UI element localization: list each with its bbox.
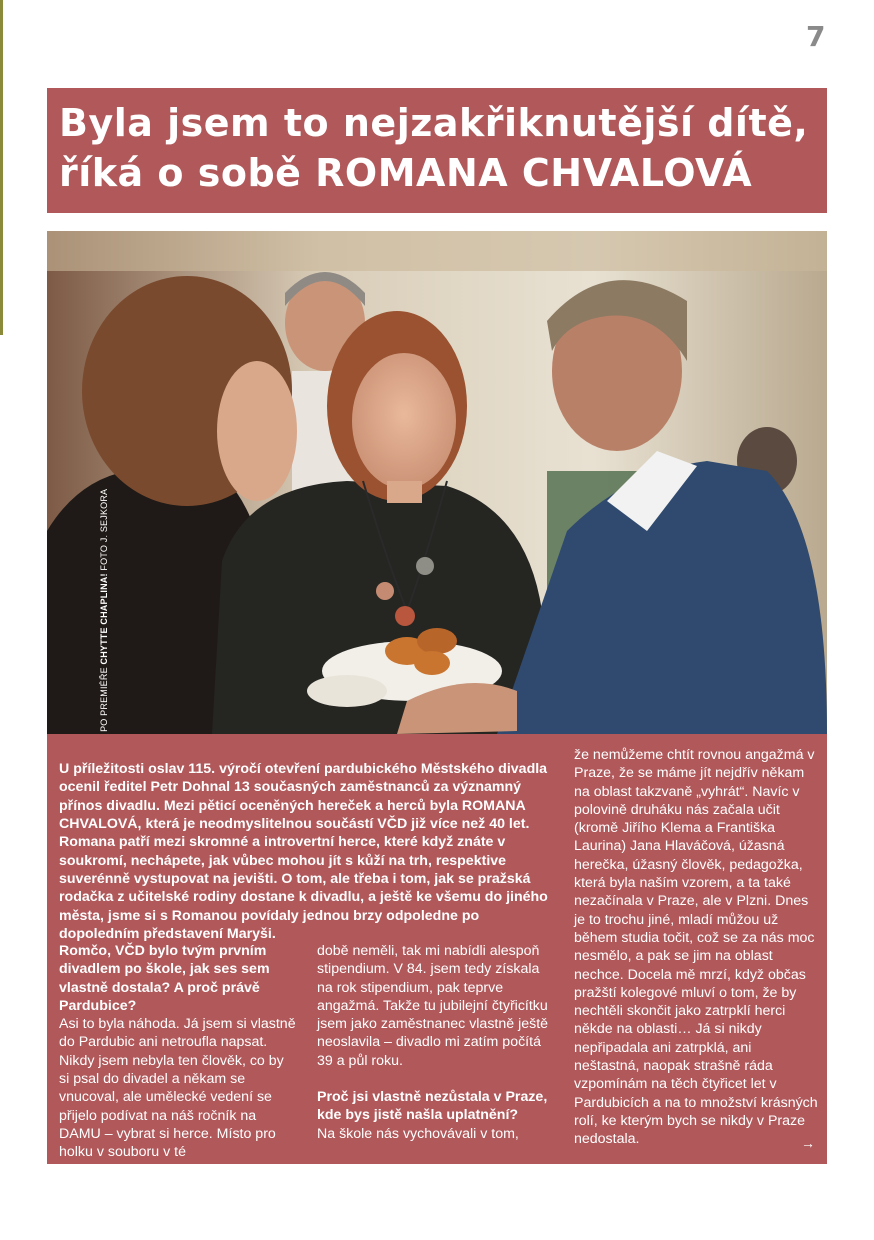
- question-1: Romčo, VČD bylo tvým prvním divadlem po škole, jak ses sem vlastně dostala? A proč právě Pardubice?: [59, 943, 270, 1014]
- answer-2: Na škole nás vychovávali v tom,: [317, 1125, 519, 1142]
- answer-1-continued: době neměli, tak mi nabídli alespoň stipendium. V 84. jsem tedy získala na rok stipendium, pak teprve angažmá. Takže tu jubilejní čtyřicítku jsem jako zaměstnanec vlastně ještě neoslavila – divadlo mi zatím počítá 39 a půl roku.: [317, 943, 549, 1069]
- answer-1: Asi to byla náhoda. Já jsem si vlastně do Pardubic ani netroufla napsat. Nikdy jsem nebyla ten člověk, co by si psal do divadel a někam se vnucoval, ale umělecké vedení se přijelo podívat na náš ročník na DAMU – vybrat si herce. Místo pro holku v souboru v té: [59, 1016, 296, 1161]
- page-edge-strip: [0, 0, 3, 335]
- column-1: [59, 942, 297, 1162]
- headline-line-1: Byla jsem to nejzakřiknutější dítě,: [59, 101, 809, 145]
- page-number: 7: [806, 20, 826, 53]
- photo-photographer: FOTO J. SEJKORA: [99, 488, 109, 574]
- photo-illustration: [47, 231, 827, 734]
- article-lead: U příležitosti oslav 115. výročí otevření pardubického Městského divadla ocenil ředitel Petr Dohnal 13 současných zaměstnanců za významný přínos divadlu. Mezi pěticí oceněných hereček a herců byla ROMANA CHVALOVÁ, která je neodmyslitelnou součástí VČD již více než 40 let. Romana patří mezi skromné a introvertní herce, které když znáte v soukromí, nechápete, jak vůbec mohou jít s kůží na trh, respektive suverénně vystupovat na jevišti. O tom, ale třeba i tom, jak se pražská rodačka z učitelské rodiny dostane k divadlu, a ještě ke všemu do jiného města, jsme si s Romanou povídaly jednou brzy odpoledne po dopoledním představení Maryši.: [59, 761, 548, 942]
- article-body: [47, 734, 827, 1164]
- article-photo: [47, 231, 827, 734]
- continue-arrow-icon: →: [801, 1134, 815, 1151]
- column-2: [317, 942, 555, 1143]
- headline: [59, 98, 815, 198]
- headline-line-2: říká o sobě ROMANA CHVALOVÁ: [59, 151, 753, 195]
- photo-caption-play: CHYTTE CHAPLINA!: [99, 573, 109, 665]
- column-3: [574, 746, 819, 1149]
- answer-2-continued: že nemůžeme chtít rovnou angažmá v Praze, že se máme jít nejdřív někam na oblast takzvaně „vyhrát“. Navíc v polovině druháku nás začala učit (kromě Jiřího Klema a Františka Laurina) Jana Hlaváčová, úžasná herečka, úžasný člověk, pedagožka, která byla naším vzorem, a ta také nezačínala v Praze, ale v Plzni. Dnes je to trochu jiné, mladí můžou už během studia točit, což se za nás moc nesmělo, a pak se jim na oblast nechce. Docela mě mrzí, když občas pražští kolegové mluví o tom, že by nechtěli skončit jako zatrpklí herci někde na oblasti… Já si nikdy nepřipadala ani zatrpklá, ani neštastná, naopak strašně ráda vzpomínám na těch čtyřicet let v Pardubicích a na to množství krásných rolí, ke kterým bych se nikdy v Praze nedostala.: [574, 747, 818, 1148]
- headline-banner: [47, 88, 827, 213]
- question-2: Proč jsi vlastně nezůstala v Praze, kde bys jistě našla uplatnění?: [317, 1089, 548, 1124]
